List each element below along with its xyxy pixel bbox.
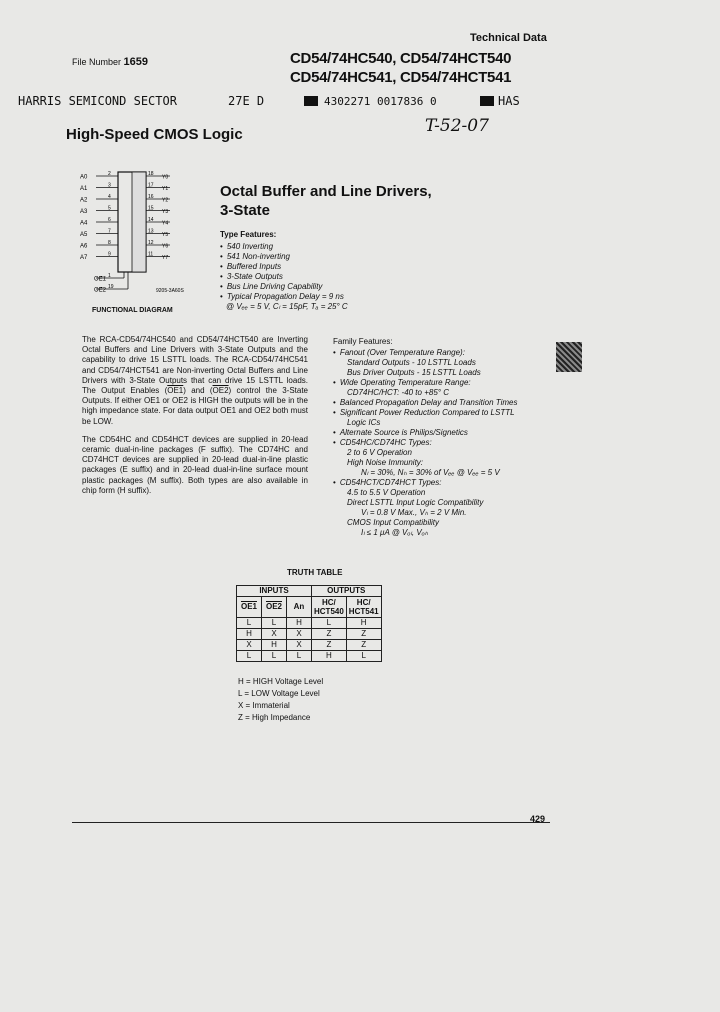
truth-table-cell: Z xyxy=(312,629,347,640)
input-pin: 6 xyxy=(108,217,111,223)
type-features-list xyxy=(220,242,348,312)
input-name: A7 xyxy=(80,255,88,261)
oe2-ref: OE2 xyxy=(212,386,229,396)
truth-table-cell: Z xyxy=(346,640,381,651)
description xyxy=(82,335,308,504)
output-name: Y3 xyxy=(162,209,169,215)
legend-item: L = LOW Voltage Level xyxy=(238,689,320,698)
output-name: Y7 xyxy=(162,255,169,261)
input-pin: 5 xyxy=(108,205,111,212)
truth-table-cell: H xyxy=(237,629,262,640)
footer-rule xyxy=(72,822,550,823)
truth-table-row xyxy=(237,651,382,662)
truth-table-cell: X xyxy=(287,629,312,640)
type-feature-item: • 541 Non-inverting xyxy=(220,252,348,262)
truth-table-cell: L xyxy=(262,651,287,662)
family-feature-item: High Noise Immunity: xyxy=(347,458,424,467)
family-feature-item: CD74HC/HCT: -40 to +85° C xyxy=(347,388,449,397)
description-text: ) control the 3-State Outputs. If either OE1 or OE2 is HIGH the outputs will be in the high impedance state. For data output OE1 and OE2 both must be LOW. xyxy=(82,386,309,426)
type-features-heading: Type Features: xyxy=(220,230,277,239)
col-an-header: An xyxy=(287,597,312,618)
truth-table-cell: H xyxy=(262,640,287,651)
strip-company: HARRIS SEMICOND SECTOR xyxy=(18,94,177,108)
family-feature-item: • Balanced Propagation Delay and Transition Times xyxy=(333,398,517,408)
file-number xyxy=(72,56,148,68)
type-feature-item: • Bus Line Driving Capability xyxy=(220,282,348,292)
strip-block-mark-2 xyxy=(480,96,494,106)
output-pin: 13 xyxy=(148,228,154,235)
technical-data-label: Technical Data xyxy=(470,32,547,44)
family-feature-item: Iₗ ≤ 1 μA @ Vₒₗ, Vₒₕ xyxy=(361,528,429,537)
ic-inner-block xyxy=(132,172,146,272)
truth-table-cell: L xyxy=(237,618,262,629)
truth-table-cell: H xyxy=(287,618,312,629)
output-name: Y5 xyxy=(162,232,169,238)
file-number-value: 1659 xyxy=(123,56,149,68)
input-name: A2 xyxy=(80,197,88,204)
type-feature-item: • 540 Inverting xyxy=(220,242,348,252)
output-name: Y2 xyxy=(162,197,169,204)
output-name: Y0 xyxy=(162,174,169,181)
family-feature-item: • CD54HC/CD74HC Types: xyxy=(333,438,517,448)
type-feature-item: • Typical Propagation Delay = 9 ns xyxy=(220,292,348,302)
truth-table-cell: L xyxy=(237,651,262,662)
family-feature-item: 2 to 6 V Operation xyxy=(347,448,412,457)
col-hct540-header: HC/ HCT540 xyxy=(312,597,347,618)
oe2-label: OE2 xyxy=(94,287,107,294)
truth-table-body xyxy=(237,618,382,662)
truth-table-cell: L xyxy=(287,651,312,662)
diagram-code: 9205-3A60S xyxy=(156,288,184,294)
col-hct541-header: HC/ HCT541 xyxy=(346,597,381,618)
col-oe1-header: OE1 xyxy=(237,597,262,618)
product-title xyxy=(220,182,432,220)
input-name: A6 xyxy=(80,243,88,250)
description-text: The RCA-CD54/74HC540 and CD54/74HCT540 are Inverting Octal Buffers and Line Drivers with 3-State Outputs and the capability to drive 15 LSTTL loads. The RCA-CD54/74HC541 and CD54/74HCT541 are Non-inverting Octal Buffers and Line Drivers with 3-State Outputs that can drive 15 LSTTL loads. The Output Enables ( xyxy=(82,335,308,396)
type-feature-item: @ Vₑₑ = 5 V, Cₗ = 15pF, Tₐ = 25° C xyxy=(226,302,348,311)
truth-table-cell: Z xyxy=(346,629,381,640)
truth-table-legend xyxy=(238,676,323,724)
family-feature-item: • Wide Operating Temperature Range: xyxy=(333,378,517,388)
truth-table-cell: H xyxy=(346,618,381,629)
output-pin: 17 xyxy=(148,182,154,189)
output-pin: 12 xyxy=(148,240,154,246)
truth-table-cell: L xyxy=(346,651,381,662)
description-text: ) and ( xyxy=(183,386,213,396)
margin-mark xyxy=(556,342,582,372)
truth-table-cell: H xyxy=(312,651,347,662)
family-feature-item: Vₗ = 0.8 V Max., Vₕ = 2 V Min. xyxy=(361,508,467,517)
input-name: A5 xyxy=(80,232,88,238)
family-feature-item: 4.5 to 5.5 V Operation xyxy=(347,488,426,497)
type-feature-item: • Buffered Inputs xyxy=(220,262,348,272)
output-pin: 16 xyxy=(148,194,154,200)
output-name: Y4 xyxy=(162,220,169,227)
type-feature-item: • 3-State Outputs xyxy=(220,272,348,282)
family-features-list xyxy=(333,348,517,538)
family-feature-item: • Significant Power Reduction Compared to LSTTL xyxy=(333,408,517,418)
truth-table xyxy=(236,585,382,662)
truth-table-cell: X xyxy=(237,640,262,651)
oe2-pin: 19 xyxy=(108,284,114,290)
family-feature-item: • CD54HCT/CD74HCT Types: xyxy=(333,478,517,488)
truth-table-cell: X xyxy=(287,640,312,651)
strip-code: 27E D xyxy=(228,94,265,108)
strip-suffix: HAS xyxy=(498,94,520,108)
input-name: A4 xyxy=(80,220,88,227)
output-name: Y1 xyxy=(162,186,169,192)
description-paragraph-2: The CD54HC and CD54HCT devices are supplied in 20-lead ceramic dual-in-line packages (F suffix). The CD74HC and CD74HCT devices are supplied in 20-lead dual-in-line plastic packages (E suffix) and in 20-lead dual-in-line surface mount plastic packages (M suffix). Both types are also available in chip form (H suffix). xyxy=(82,434,308,495)
truth-table-cell: X xyxy=(262,629,287,640)
handwritten-note: T-52-07 xyxy=(425,116,489,136)
input-pin: 8 xyxy=(108,240,111,246)
part-numbers-line-1: CD54/74HC540, CD54/74HCT540 xyxy=(290,50,512,67)
col-oe2-header: OE2 xyxy=(262,597,287,618)
product-title-line-1: Octal Buffer and Line Drivers, xyxy=(220,183,432,200)
input-pin: 4 xyxy=(108,194,111,200)
truth-table-cell: Z xyxy=(312,640,347,651)
functional-diagram-caption: FUNCTIONAL DIAGRAM xyxy=(92,307,173,314)
family-feature-item: • Alternate Source is Philips/Signetics xyxy=(333,428,517,438)
truth-table-cell: L xyxy=(262,618,287,629)
family-feature-item: CMOS Input Compatibility xyxy=(347,518,440,527)
input-pin: 3 xyxy=(108,182,111,189)
family-features-heading: Family Features: xyxy=(333,337,393,346)
input-name: A0 xyxy=(80,174,88,181)
family-feature-item: • Fanout (Over Temperature Range): xyxy=(333,348,517,358)
legend-item: X = Immaterial xyxy=(238,701,290,710)
outputs-group-header: OUTPUTS xyxy=(312,586,382,597)
strip-number: 4302271 0017836 0 xyxy=(324,95,437,108)
description-paragraph-1 xyxy=(82,335,308,427)
legend-item: H = HIGH Voltage Level xyxy=(238,677,324,686)
output-pin: 11 xyxy=(148,251,154,258)
input-name: A1 xyxy=(80,186,88,192)
oe1-ref: OE1 xyxy=(167,386,184,396)
output-pin: 18 xyxy=(148,171,154,177)
file-number-label: File Number xyxy=(72,57,122,67)
oe1-label: OE1 xyxy=(94,276,107,283)
strip-block-mark xyxy=(304,96,318,106)
truth-table-row xyxy=(237,640,382,651)
product-title-line-2: 3-State xyxy=(220,202,271,219)
truth-table-cell: L xyxy=(312,618,347,629)
inputs-group-header: INPUTS xyxy=(237,586,312,597)
truth-table-row xyxy=(237,618,382,629)
truth-table-title: TRUTH TABLE xyxy=(287,568,343,577)
page-heading: High-Speed CMOS Logic xyxy=(66,126,243,143)
family-feature-item: Standard Outputs - 10 LSTTL Loads xyxy=(347,358,476,367)
family-feature-item: Logic ICs xyxy=(347,418,381,427)
legend-item: Z = High Impedance xyxy=(238,713,311,722)
family-feature-item: Direct LSTTL Input Logic Compatibility xyxy=(347,498,484,507)
output-pin: 14 xyxy=(148,217,154,223)
output-pin: 15 xyxy=(148,205,154,212)
input-pin: 9 xyxy=(108,251,111,258)
truth-table-row xyxy=(237,629,382,640)
part-numbers-line-2: CD54/74HC541, CD54/74HCT541 xyxy=(290,69,512,86)
page-number: 429 xyxy=(530,814,546,824)
input-pin: 7 xyxy=(108,228,111,235)
family-feature-item: Bus Driver Outputs - 15 LSTTL Loads xyxy=(347,368,481,377)
input-name: A3 xyxy=(80,209,88,215)
functional-diagram xyxy=(78,168,208,308)
input-pin: 2 xyxy=(108,171,111,177)
family-feature-item: Nₗ = 30%, Nₕ = 30% of Vₑₑ @ Vₑₑ = 5 V xyxy=(361,468,500,477)
output-name: Y6 xyxy=(162,243,169,250)
oe1-pin: 1 xyxy=(108,273,111,279)
